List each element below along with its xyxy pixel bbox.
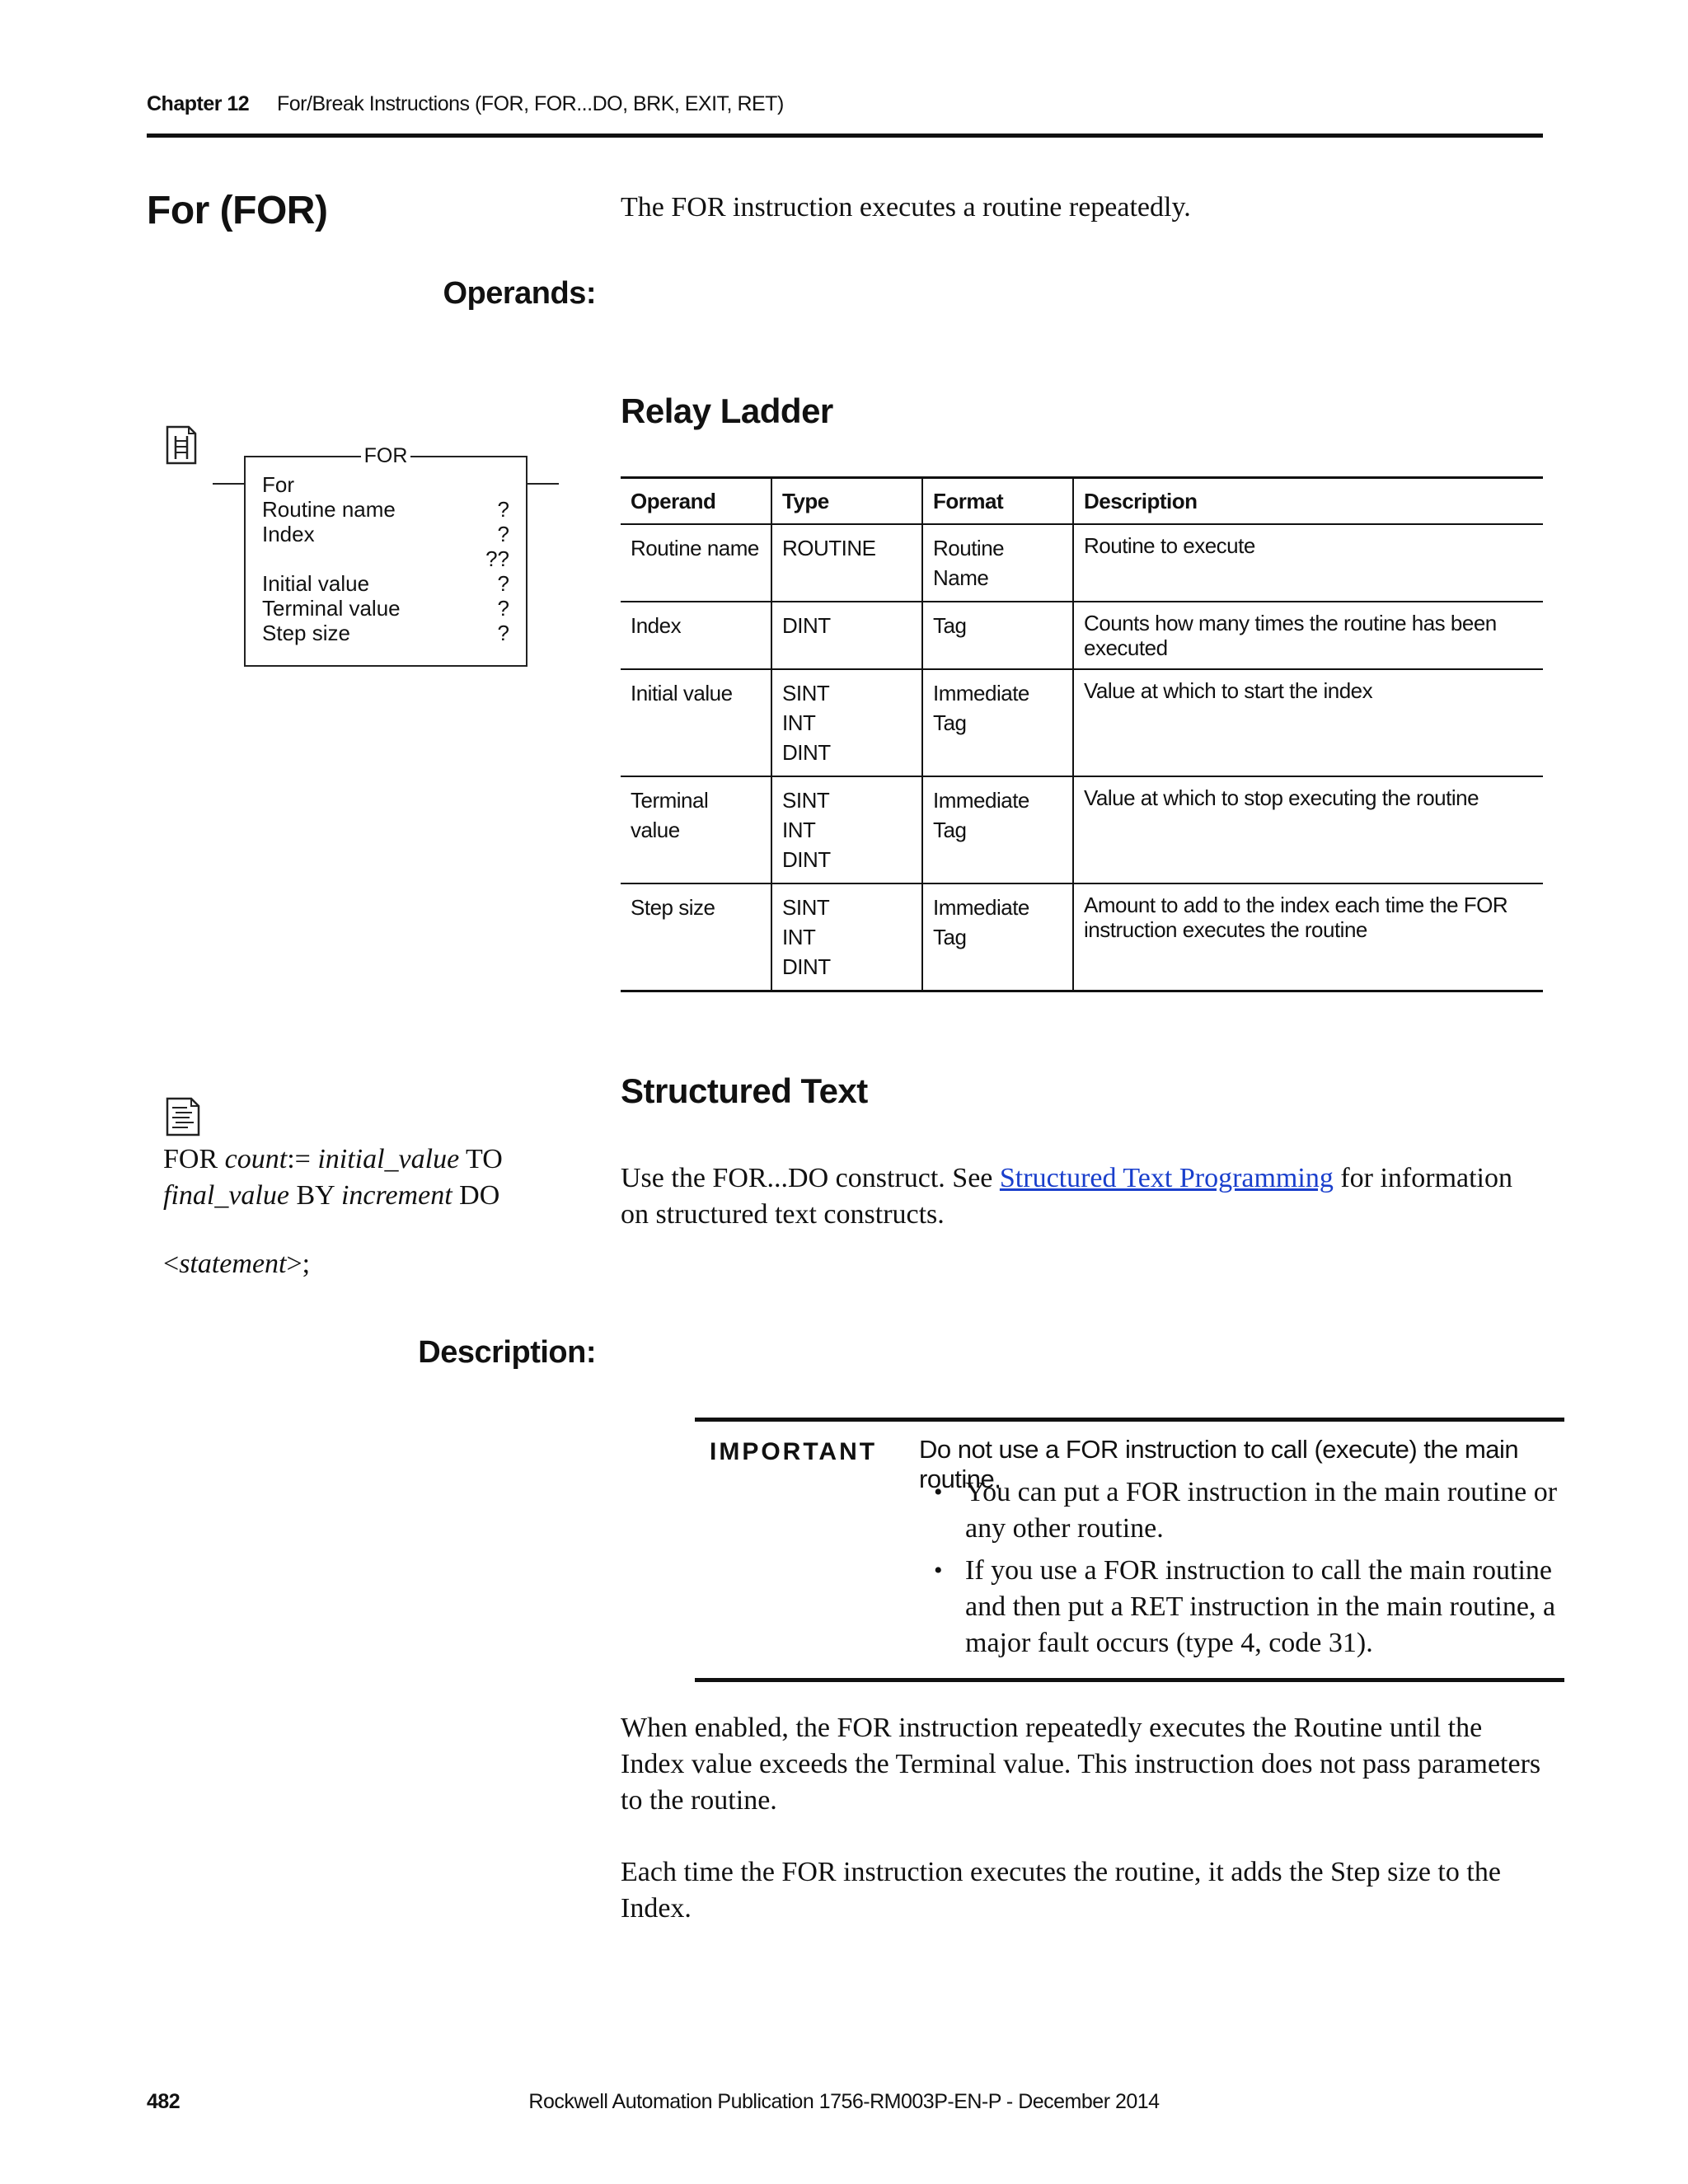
- cell-format: Tag: [922, 602, 1073, 669]
- important-main-text: Do not use a FOR instruction to call (execute) the main routine.: [919, 1435, 1519, 1493]
- important-notice: [695, 1418, 1564, 1682]
- relay-ladder-heading: Relay Ladder: [621, 391, 833, 430]
- block-row-routine-name: Routine name ?: [262, 497, 509, 522]
- cell-type: SINT INT DINT: [771, 883, 922, 991]
- block-row-initial-value: Initial value ?: [262, 571, 509, 596]
- ladder-for-block: [213, 445, 559, 672]
- description-heading: Description:: [418, 1335, 596, 1370]
- table-row: [621, 669, 1543, 776]
- cell-operand: Step size: [631, 895, 715, 920]
- cell-operand: Routine name: [631, 536, 759, 560]
- operand-table: [621, 476, 1543, 992]
- chapter-title: For/Break Instructions (FOR, FOR...DO, BRK, EXIT, RET): [277, 92, 784, 115]
- structured-text-programming-link[interactable]: Structured Text Programming: [999, 1163, 1334, 1193]
- structured-text-syntax: FOR count:= initial_value TO final_value BY increment DO: [163, 1144, 503, 1211]
- block-row-step-size: Step size ?: [262, 621, 509, 645]
- cell-format: Routine Name: [922, 524, 1073, 602]
- block-row-index-value: ??: [485, 546, 509, 571]
- section-title: For (FOR): [147, 189, 328, 232]
- column-header-description: Description: [1073, 478, 1543, 525]
- structured-text-icon: [165, 1096, 201, 1137]
- cell-description: Amount to add to the index each time the FOR instruction executes the routine: [1073, 883, 1543, 991]
- instruction-box-title: FOR: [246, 443, 526, 468]
- table-row: [621, 602, 1543, 669]
- table-row: [621, 883, 1543, 991]
- important-bullet-list: [934, 1474, 1568, 1667]
- cell-operand: Index: [631, 613, 682, 638]
- cell-description: Value at which to stop executing the routine: [1073, 776, 1543, 883]
- description-paragraph: Each time the FOR instruction executes the routine, it adds the Step size to the Index.: [621, 1857, 1501, 1924]
- cell-format: Immediate Tag: [922, 776, 1073, 883]
- rung-wire-right: [526, 483, 559, 485]
- cell-operand: Initial value: [631, 681, 733, 705]
- cell-type: SINT INT DINT: [771, 776, 922, 883]
- table-header-row: [621, 478, 1543, 525]
- cell-format: Immediate Tag: [922, 883, 1073, 991]
- column-header-operand: Operand: [631, 488, 716, 513]
- intro-text: The FOR instruction executes a routine repeatedly.: [621, 192, 1191, 223]
- table-row: [621, 776, 1543, 883]
- footer-publication: Rockwell Automation Publication 1756-RM003P-EN-P - December 2014: [528, 2090, 1160, 2113]
- column-header-format: Format: [922, 478, 1073, 525]
- description-paragraph: When enabled, the FOR instruction repeatedly executes the Routine until the Index value exceeds the Terminal value. This instruction does not pass parameters to the routine.: [621, 1713, 1541, 1816]
- operands-heading: Operands:: [443, 276, 596, 311]
- cell-description: Counts how many times the routine has been executed: [1073, 602, 1543, 669]
- list-item: • If you use a FOR instruction to call the main routine and then put a RET instruction in the main routine, a major fault occurs (type 4, code 31).: [934, 1553, 1568, 1661]
- structured-text-paragraph: Use the FOR...DO construct. See Structured Text Programming for information on structured text constructs.: [621, 1163, 1512, 1230]
- block-row-for: For: [262, 472, 294, 497]
- page-header: [147, 92, 1543, 138]
- cell-description: Value at which to start the index: [1073, 669, 1543, 776]
- page-number: 482: [147, 2090, 181, 2113]
- block-row-terminal-value: Terminal value ?: [262, 596, 509, 621]
- cell-type: DINT: [771, 602, 922, 669]
- cell-format: Immediate Tag: [922, 669, 1073, 776]
- column-header-type: Type: [771, 478, 922, 525]
- ladder-rung-icon: [165, 424, 198, 466]
- rung-wire-left: [213, 483, 244, 485]
- cell-type: SINT INT DINT: [771, 669, 922, 776]
- list-item: • You can put a FOR instruction in the main routine or any other routine.: [934, 1474, 1568, 1547]
- important-label: IMPORTANT: [710, 1438, 878, 1465]
- table-row: [621, 524, 1543, 602]
- structured-text-statement: <statement>;: [163, 1249, 311, 1279]
- cell-type: ROUTINE: [771, 524, 922, 602]
- chapter-label: Chapter 12: [147, 92, 250, 115]
- block-row-index: Index ?: [262, 522, 509, 546]
- structured-text-heading: Structured Text: [621, 1071, 868, 1110]
- instruction-box: [244, 444, 528, 667]
- cell-operand: Terminal value: [631, 788, 709, 842]
- cell-description: Routine to execute: [1073, 524, 1543, 602]
